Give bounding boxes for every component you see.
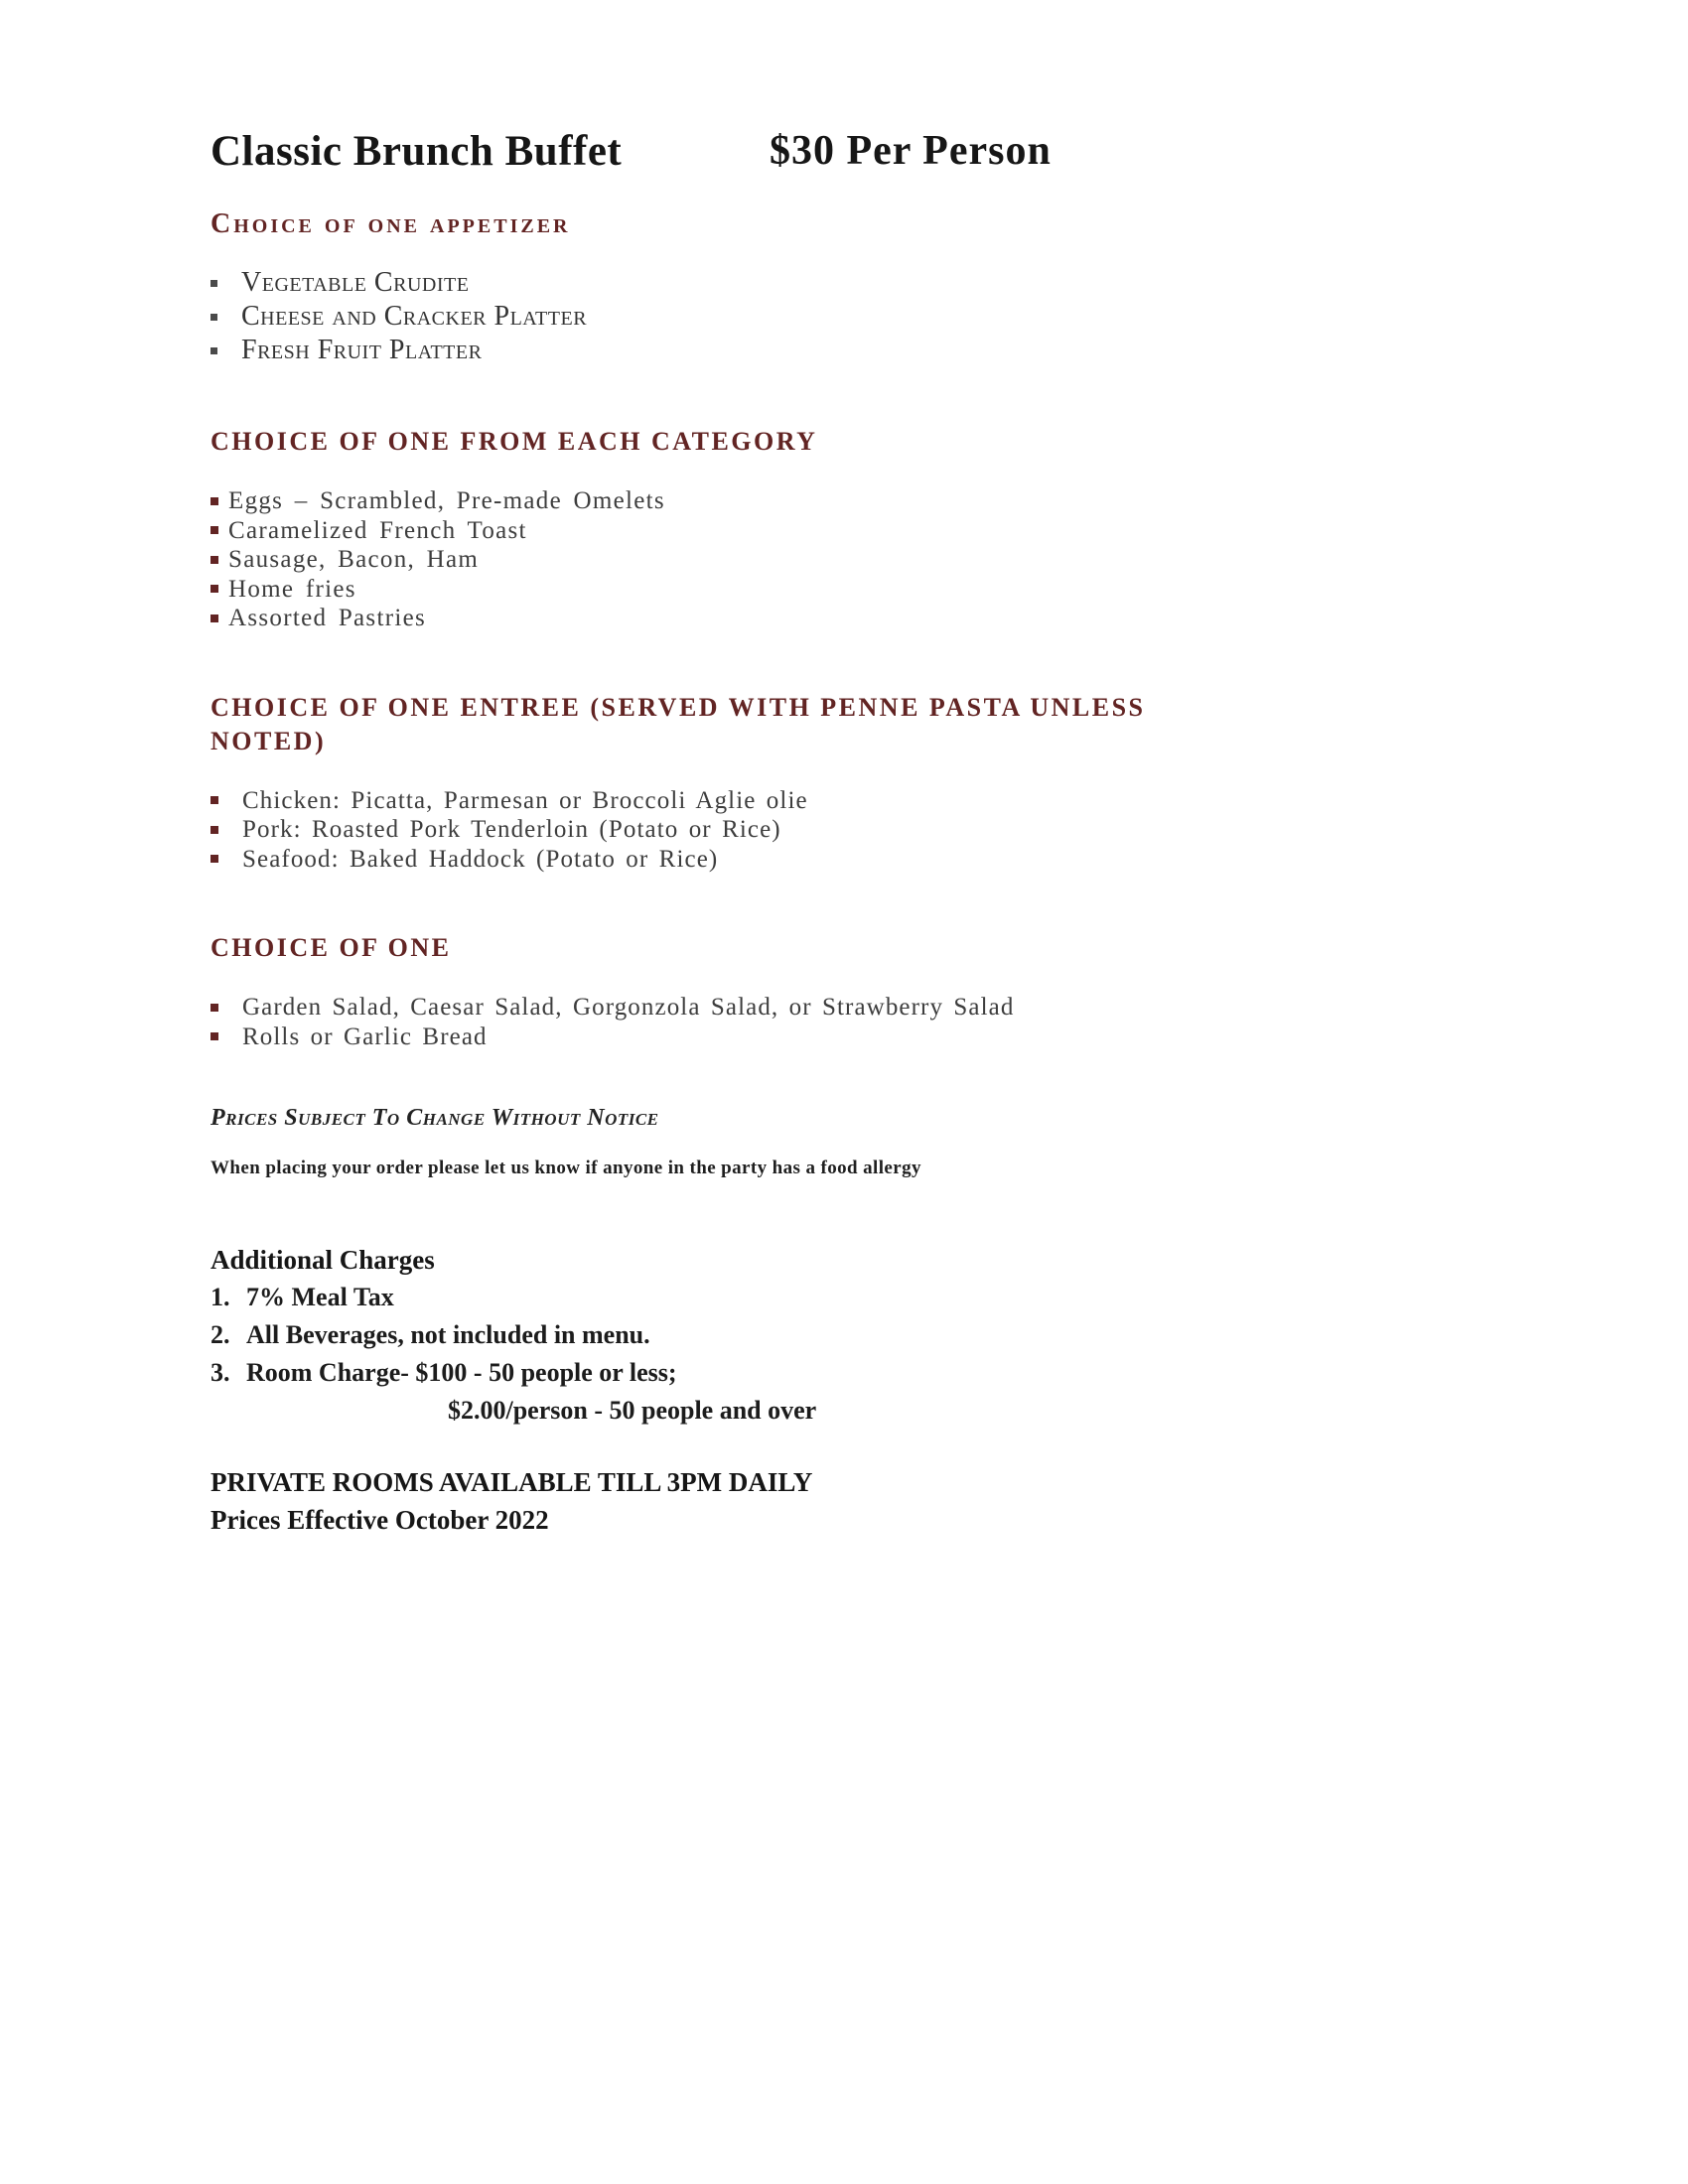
square-bullet-icon: [211, 585, 218, 593]
private-rooms-note: PRIVATE ROOMS AVAILABLE TILL 3PM DAILY: [211, 1467, 813, 1497]
list-item: [211, 516, 1489, 546]
list-item: [211, 604, 1489, 633]
category-item: Assorted Pastries: [228, 605, 427, 631]
charge-continuation: $2.00/person - 50 people and over: [448, 1396, 817, 1425]
entree-item: Chicken: Picatta, Parmesan or Broccoli Aglie olie: [242, 786, 808, 814]
list-item: [211, 815, 1489, 845]
square-bullet-icon: [211, 556, 218, 564]
charge-text: All Beverages, not included in menu.: [246, 1320, 650, 1349]
footer: [211, 1463, 1489, 1539]
prices-notice: Prices Subject To Change Without Notice: [211, 1105, 659, 1131]
charge-item: [211, 1316, 1489, 1354]
page-title: Classic Brunch Buffet: [211, 128, 623, 175]
category-item: Sausage, Bacon, Ham: [228, 546, 480, 573]
square-bullet-icon: [211, 347, 217, 354]
entree-item: Pork: Roasted Pork Tenderloin (Potato or Rice): [242, 816, 781, 843]
square-bullet-icon: [211, 826, 218, 834]
appetizer-item: Vegetable Crudite: [241, 267, 470, 298]
list-item: [211, 545, 1489, 575]
category-list: [211, 486, 1489, 633]
category-item: Eggs – Scrambled, Pre-made Omelets: [228, 487, 665, 514]
additional-charges-section: [211, 1241, 1489, 1430]
list-item: [211, 300, 1489, 334]
entree-item: Seafood: Baked Haddock (Potato or Rice): [242, 845, 719, 873]
charge-number: 1.: [211, 1283, 230, 1311]
appetizer-item: Cheese and Cracker Platter: [241, 301, 588, 332]
additional-charges-heading: Additional Charges: [211, 1245, 435, 1275]
effective-date: Prices Effective October 2022: [211, 1505, 549, 1535]
appetizer-list: [211, 266, 1489, 367]
title-row: [211, 127, 1489, 185]
list-item: [211, 845, 1489, 875]
charge-item: [211, 1354, 1489, 1392]
section-heading-appetizer: Choice of one appetizer: [211, 208, 571, 239]
square-bullet-icon: [211, 855, 218, 863]
choice-item: Garden Salad, Caesar Salad, Gorgonzola Salad, or Strawberry Salad: [242, 994, 1015, 1021]
charge-text: 7% Meal Tax: [246, 1283, 394, 1311]
square-bullet-icon: [211, 497, 218, 505]
square-bullet-icon: [211, 280, 217, 287]
square-bullet-icon: [211, 614, 218, 622]
category-item: Home fries: [228, 575, 356, 603]
charge-number: 3.: [211, 1358, 230, 1387]
section-heading-choice-one: CHOICE OF ONE: [211, 933, 452, 962]
price-per-person: $30 Per Person: [770, 128, 1052, 174]
charge-item: [211, 1279, 1489, 1316]
square-bullet-icon: [211, 314, 217, 321]
section-heading-category: CHOICE OF ONE FROM EACH CATEGORY: [211, 427, 818, 456]
category-item: Caramelized French Toast: [228, 516, 527, 544]
square-bullet-icon: [211, 526, 218, 534]
list-item: [211, 786, 1489, 816]
list-item: [211, 486, 1489, 516]
choice-one-list: [211, 993, 1489, 1051]
choice-item: Rolls or Garlic Bread: [242, 1023, 488, 1050]
list-item: [211, 334, 1489, 367]
list-item: [211, 575, 1489, 605]
allergy-notice: When placing your order please let us know if anyone in the party has a food allergy: [211, 1158, 921, 1178]
charge-text: Room Charge- $100 - 50 people or less;: [246, 1358, 677, 1387]
square-bullet-icon: [211, 796, 218, 804]
list-item: [211, 266, 1489, 300]
square-bullet-icon: [211, 1032, 218, 1040]
appetizer-item: Fresh Fruit Platter: [241, 335, 483, 365]
charge-number: 2.: [211, 1320, 230, 1349]
entree-list: [211, 786, 1489, 875]
list-item: [211, 1023, 1489, 1052]
list-item: [211, 993, 1489, 1023]
square-bullet-icon: [211, 1004, 218, 1012]
section-heading-entree: CHOICE OF ONE ENTREE (SERVED WITH PENNE PASTA UNLESS NOTED): [211, 692, 1146, 755]
